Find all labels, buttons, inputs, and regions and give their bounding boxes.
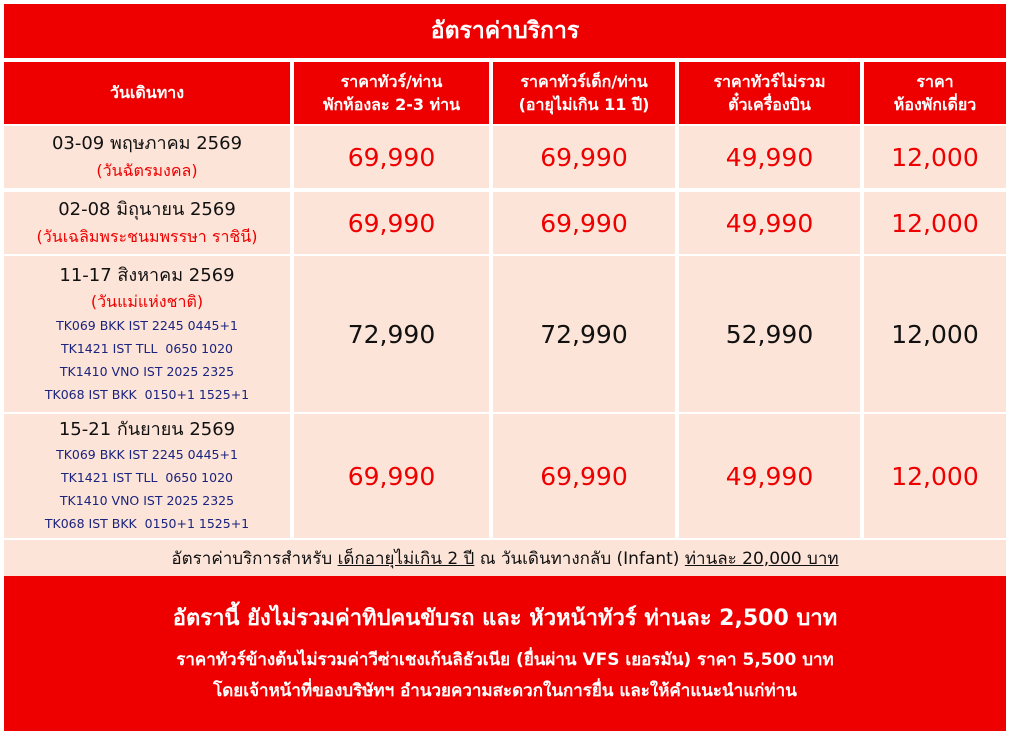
price-value: 12,000 [891, 461, 979, 491]
holiday-label: (วันฉัตรมงคล) [96, 161, 198, 181]
header-child-price: ราคาทัวร์เด็ก/ท่าน (อายุไม่เกิน 11 ปี) [493, 62, 675, 124]
flight-info: TK1410 VNO IST 2025 2325 [59, 363, 235, 379]
header-single-room: ราคา ห้องพักเดี่ยว [864, 62, 1006, 124]
price-value: 12,000 [891, 319, 979, 349]
price-value: 69,990 [540, 208, 628, 238]
price-cell-noflight [679, 256, 860, 412]
price-value: 72,990 [540, 319, 628, 349]
price-value: 52,990 [725, 319, 814, 349]
travel-date: 15-21 กันยายน 2569 [58, 419, 236, 441]
table-title: อัตราค่าบริการ [4, 4, 1006, 58]
price-cell-single [864, 256, 1006, 412]
footer-service-note: โดยเจ้าหน้าที่ของบริษัทฯ อำนวยความสะดวกในการยื่น และให้คำแนะนำแก่ท่าน [213, 681, 797, 701]
travel-date: 11-17 สิงหาคม 2569 [59, 264, 235, 286]
price-table [4, 4, 1006, 731]
price-value: 49,990 [725, 142, 814, 172]
header-date: วันเดินทาง [4, 62, 290, 124]
header-adult-price: ราคาทัวร์/ท่าน พักห้องละ 2-3 ท่าน [294, 62, 489, 124]
holiday-label: (วันแม่แห่งชาติ) [90, 292, 204, 312]
header-no-flight-price: ราคาทัวร์ไม่รวม ตั๋วเครื่องบิน [679, 62, 860, 124]
travel-date: 03-09 พฤษภาคม 2569 [51, 133, 243, 155]
price-cell-adult [294, 192, 489, 254]
holiday-label: (วันเฉลิมพระชนมพรรษา ราชินี) [36, 227, 258, 247]
price-value: 69,990 [347, 461, 436, 491]
price-cell-single [864, 126, 1006, 188]
price-value: 69,990 [347, 208, 436, 238]
price-value: 49,990 [725, 461, 814, 491]
price-value: 12,000 [891, 142, 979, 172]
price-cell-single [864, 414, 1006, 538]
footer-tip-note: อัตรานี้ ยังไม่รวมค่าทิปคนขับรถ และ หัวหน้าทัวร์ ท่านละ 2,500 บาท [172, 605, 838, 631]
price-cell-child [493, 192, 675, 254]
price-cell-adult [294, 256, 489, 412]
flight-info: TK069 BKK IST 2245 0445+1 [56, 317, 238, 333]
flight-info: TK069 BKK IST 2245 0445+1 [56, 447, 238, 463]
price-cell-adult [294, 126, 489, 188]
flight-info: TK068 IST BKK 0150+1 1525+1 [44, 515, 250, 531]
date-cell [4, 256, 290, 412]
price-value: 69,990 [540, 142, 628, 172]
date-cell [4, 414, 290, 538]
footer-notes [4, 576, 1006, 731]
price-cell-noflight [679, 414, 860, 538]
price-cell-child [493, 126, 675, 188]
flight-info: TK1421 IST TLL 0650 1020 [61, 470, 233, 486]
date-cell [4, 126, 290, 188]
price-value: 49,990 [725, 208, 814, 238]
flight-info: TK1410 VNO IST 2025 2325 [59, 492, 235, 508]
travel-date: 02-08 มิถุนายน 2569 [58, 199, 236, 221]
price-cell-adult [294, 414, 489, 538]
price-value: 12,000 [891, 208, 979, 238]
flight-info: TK068 IST BKK 0150+1 1525+1 [44, 386, 250, 402]
price-cell-single [864, 192, 1006, 254]
price-value: 69,990 [540, 461, 628, 491]
price-cell-noflight [679, 192, 860, 254]
price-value: 72,990 [347, 319, 436, 349]
footer-visa-note: ราคาทัวร์ข้างต้นไม่รวมค่าวีซ่าเชงเก้นลิธัวเนีย (ยื่นผ่าน VFS เยอรมัน) ราคา 5,500 บาท [176, 649, 834, 670]
price-cell-noflight [679, 126, 860, 188]
flight-info: TK1421 IST TLL 0650 1020 [61, 340, 233, 356]
price-cell-child [493, 414, 675, 538]
infant-rate-note: อัตราค่าบริการสำหรับ เด็กอายุไม่เกิน 2 ปี ณ วันเดินทางกลับ (Infant) ท่านละ 20,000 บาท [4, 540, 1006, 576]
date-cell [4, 192, 290, 254]
price-value: 69,990 [347, 142, 436, 172]
price-cell-child [493, 256, 675, 412]
